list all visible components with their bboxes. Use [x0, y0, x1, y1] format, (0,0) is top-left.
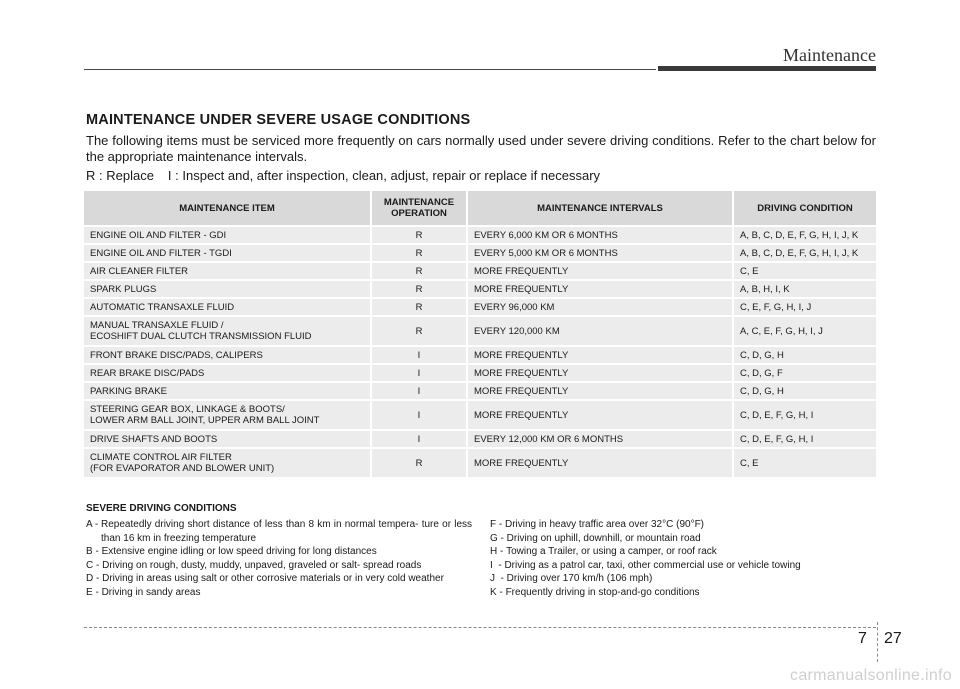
condition-text: Driving on uphill, downhill, or mountain road — [506, 532, 701, 544]
cell-operation: I — [370, 431, 466, 447]
table-row — [84, 299, 876, 315]
cell-item: ENGINE OIL AND FILTER - GDI — [84, 227, 370, 243]
cell-item: CLIMATE CONTROL AIR FILTER (FOR EVAPORATOR AND BLOWER UNIT) — [84, 449, 370, 477]
condition-item — [490, 559, 876, 573]
cell-interval: EVERY 6,000 KM OR 6 MONTHS — [466, 227, 732, 243]
condition-key: J - — [490, 573, 507, 584]
condition-item — [86, 572, 472, 586]
cell-condition: C, D, E, F, G, H, I — [732, 401, 876, 429]
condition-text: Driving in heavy traffic area over 32°C (90°F) — [505, 519, 705, 530]
page-heading: MAINTENANCE UNDER SEVERE USAGE CONDITIONS — [86, 112, 471, 128]
cell-item: PARKING BRAKE — [84, 383, 370, 399]
cell-item: AUTOMATIC TRANSAXLE FLUID — [84, 299, 370, 315]
condition-item — [86, 545, 472, 559]
intro-paragraph: The following items must be serviced more frequently on cars normally used under severe driving conditions. Refer to the chart below for the appropriate maintenance intervals. — [86, 133, 876, 164]
cell-interval: MORE FREQUENTLY — [466, 383, 732, 399]
header-rule — [84, 69, 656, 70]
cell-interval: MORE FREQUENTLY — [466, 347, 732, 363]
condition-text: Driving in areas using salt or other corrosive materials or in very cold weather — [102, 573, 444, 584]
table-header-row — [84, 191, 876, 225]
condition-item — [490, 518, 876, 532]
cell-operation: R — [370, 299, 466, 315]
table-row — [84, 281, 876, 297]
watermark: carmanualsonline.info — [790, 667, 952, 684]
cell-interval: MORE FREQUENTLY — [466, 365, 732, 381]
cell-interval: EVERY 96,000 KM — [466, 299, 732, 315]
table-row — [84, 449, 876, 477]
table-row — [84, 263, 876, 279]
conditions-list-left — [86, 518, 472, 599]
cell-condition: C, E, F, G, H, I, J — [732, 299, 876, 315]
condition-text: Extensive engine idling or low speed driving for long distances — [101, 546, 377, 557]
condition-item — [490, 532, 876, 546]
cell-item: SPARK PLUGS — [84, 281, 370, 297]
condition-key: D - — [86, 573, 103, 584]
condition-item — [490, 586, 876, 600]
cell-interval: EVERY 5,000 KM OR 6 MONTHS — [466, 245, 732, 261]
cell-operation: R — [370, 245, 466, 261]
table-row — [84, 431, 876, 447]
condition-text: Towing a Trailer, or using a camper, or roof rack — [506, 546, 717, 557]
legend-replace: R : Replace — [86, 168, 154, 183]
condition-text: Repeatedly driving short distance of less than 8 km in normal tempera- ture or less than 16 km in freezing temperature — [101, 519, 472, 544]
condition-text: Driving over 170 km/h (106 mph) — [506, 573, 653, 584]
cell-condition: C, D, G, F — [732, 365, 876, 381]
table-row — [84, 317, 876, 345]
conditions-list-right — [490, 518, 876, 599]
footer-divider — [877, 622, 878, 662]
condition-key: G - — [490, 532, 507, 544]
cell-interval: MORE FREQUENTLY — [466, 263, 732, 279]
operation-legend — [86, 168, 600, 183]
condition-key: K - — [490, 586, 506, 598]
condition-key: C - — [86, 559, 103, 571]
condition-text: Driving on rough, dusty, muddy, unpaved, graveled or salt- spread roads — [102, 559, 422, 571]
header-maintenance-item: MAINTENANCE ITEM — [84, 191, 370, 225]
cell-operation: R — [370, 281, 466, 297]
condition-item — [490, 572, 876, 586]
section-title: Maintenance — [783, 45, 876, 65]
cell-condition: C, E — [732, 449, 876, 477]
cell-operation: I — [370, 365, 466, 381]
cell-operation: R — [370, 317, 466, 345]
maintenance-table — [84, 189, 876, 479]
condition-key: E - — [86, 586, 102, 598]
cell-item: DRIVE SHAFTS AND BOOTS — [84, 431, 370, 447]
condition-text: Driving in sandy areas — [101, 586, 201, 598]
cell-item: STEERING GEAR BOX, LINKAGE & BOOTS/ LOWER ARM BALL JOINT, UPPER ARM BALL JOINT — [84, 401, 370, 429]
table-row — [84, 401, 876, 429]
cell-condition: A, B, H, I, K — [732, 281, 876, 297]
condition-text: Frequently driving in stop-and-go conditions — [505, 586, 700, 598]
cell-interval: MORE FREQUENTLY — [466, 401, 732, 429]
condition-key: I - — [490, 559, 505, 571]
cell-interval: EVERY 120,000 KM — [466, 317, 732, 345]
table-row — [84, 227, 876, 243]
header-maintenance-operation: MAINTENANCE OPERATION — [370, 191, 466, 225]
cell-condition: A, C, E, F, G, H, I, J — [732, 317, 876, 345]
cell-operation: R — [370, 449, 466, 477]
legend-inspect: I : Inspect and, after inspection, clean, adjust, repair or replace if necessary — [167, 168, 601, 183]
page-number: 27 — [884, 630, 902, 647]
condition-item — [86, 518, 472, 545]
table-row — [84, 245, 876, 261]
condition-item — [86, 559, 472, 573]
conditions-title: SEVERE DRIVING CONDITIONS — [86, 503, 237, 514]
cell-operation: I — [370, 401, 466, 429]
footer-rule — [84, 627, 876, 628]
cell-item: REAR BRAKE DISC/PADS — [84, 365, 370, 381]
condition-key: H - — [490, 546, 507, 557]
condition-item — [490, 545, 876, 559]
condition-text: Driving as a patrol car, taxi, other commercial use or vehicle towing — [504, 559, 801, 571]
cell-interval: MORE FREQUENTLY — [466, 449, 732, 477]
cell-condition: C, E — [732, 263, 876, 279]
condition-key: A - — [86, 519, 102, 530]
table-row — [84, 347, 876, 363]
table-row — [84, 383, 876, 399]
cell-item: FRONT BRAKE DISC/PADS, CALIPERS — [84, 347, 370, 363]
cell-item: ENGINE OIL AND FILTER - TGDI — [84, 245, 370, 261]
table-row — [84, 365, 876, 381]
cell-item: AIR CLEANER FILTER — [84, 263, 370, 279]
cell-condition: C, D, E, F, G, H, I — [732, 431, 876, 447]
cell-condition: A, B, C, D, E, F, G, H, I, J, K — [732, 227, 876, 243]
cell-operation: I — [370, 347, 466, 363]
cell-operation: R — [370, 227, 466, 243]
condition-key: F - — [490, 519, 505, 530]
cell-condition: C, D, G, H — [732, 383, 876, 399]
cell-operation: I — [370, 383, 466, 399]
header-driving-condition: DRIVING CONDITION — [732, 191, 876, 225]
chapter-number: 7 — [858, 630, 867, 647]
cell-condition: C, D, G, H — [732, 347, 876, 363]
condition-key: B - — [86, 546, 102, 557]
cell-item: MANUAL TRANSAXLE FLUID / ECOSHIFT DUAL CLUTCH TRANSMISSION FLUID — [84, 317, 370, 345]
cell-operation: R — [370, 263, 466, 279]
cell-interval: MORE FREQUENTLY — [466, 281, 732, 297]
header-rule-bold — [658, 66, 876, 71]
header-maintenance-intervals: MAINTENANCE INTERVALS — [466, 191, 732, 225]
cell-interval: EVERY 12,000 KM OR 6 MONTHS — [466, 431, 732, 447]
cell-condition: A, B, C, D, E, F, G, H, I, J, K — [732, 245, 876, 261]
condition-item — [86, 586, 472, 600]
